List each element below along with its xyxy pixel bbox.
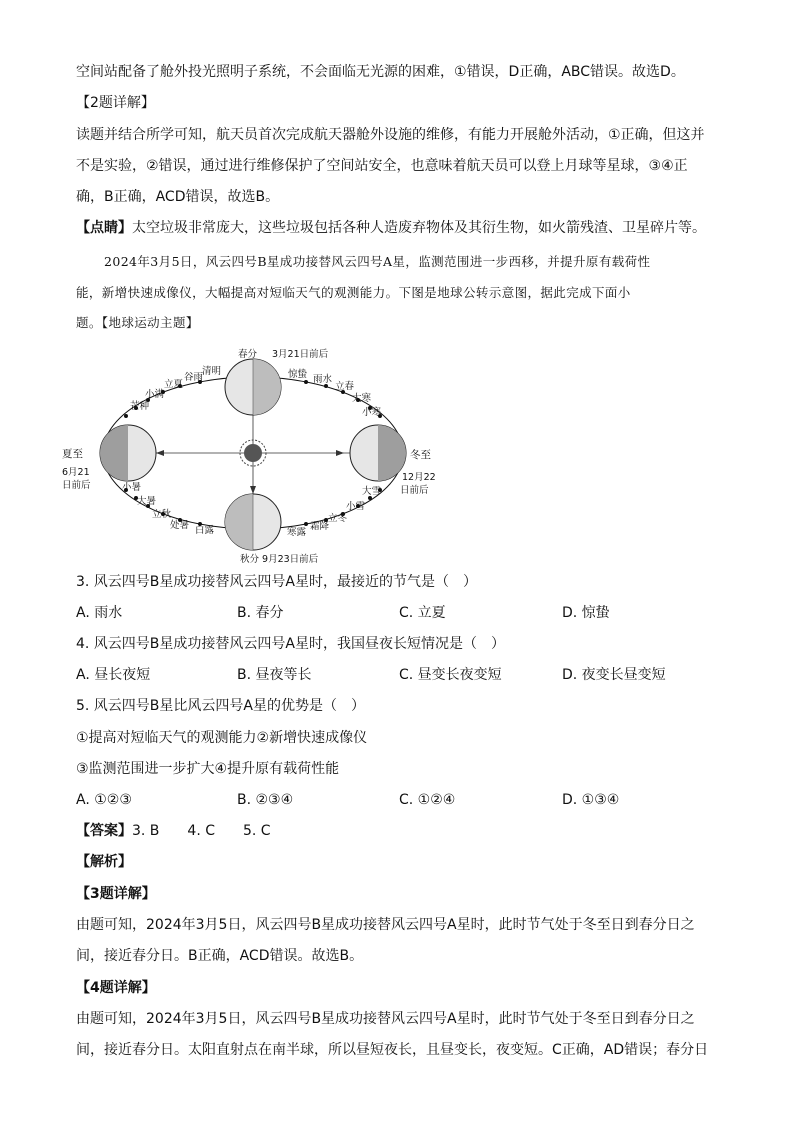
answer-text: 3. B 4. C 5. C — [132, 823, 271, 839]
label-daxue: 大雪 — [362, 486, 382, 497]
answer-line — [76, 821, 271, 841]
q5-option-a[interactable]: A. ①②③ — [76, 792, 132, 808]
q3-option-c[interactable]: C. 立夏 — [399, 605, 446, 621]
label-spring-date: 3月21日前后 — [272, 349, 329, 360]
question-5-stem: 5. 风云四号B星比风云四号A星的优势是（ ） — [76, 698, 365, 714]
label-lidong: 立冬 — [328, 513, 348, 524]
text-line: 确，B正确，ACD错误，故选B。 — [76, 189, 280, 205]
analysis-heading: 【解析】 — [76, 854, 132, 870]
label-autumn: 秋分 9月23日前后 — [240, 554, 319, 565]
tip-text: 太空垃圾非常庞大，这些垃圾包括各种人造废弃物体及其衍生物，如火箭残渣、卫星碎片等。 — [132, 220, 706, 236]
label-spring: 春分 — [238, 349, 258, 360]
label-lixia: 立夏 — [164, 379, 184, 390]
text-line: 读题并结合所学可知，航天员首次完成航天器舱外设施的维修，有能力开展舱外活动，①正确，但这并 — [76, 127, 705, 143]
label-mangzhong: 芒种 — [130, 401, 150, 412]
q3-option-b[interactable]: B. 春分 — [237, 605, 284, 621]
detail-3-heading: 【3题详解】 — [76, 886, 156, 902]
answer-tag: 【答案】 — [76, 823, 132, 839]
label-dahan: 大寒 — [352, 393, 372, 404]
label-yushui: 雨水 — [313, 374, 333, 385]
label-winter: 冬至 — [410, 449, 431, 461]
label-jingzhe: 惊蛰 — [288, 369, 308, 380]
label-bailu: 白露 — [195, 525, 215, 536]
question-4-stem: 4. 风云四号B星成功接替风云四号A星时，我国昼夜长短情况是（ ） — [76, 636, 505, 652]
label-xiaoman: 小满 — [145, 389, 165, 400]
text-line: 由题可知，2024年3月5日，风云四号B星成功接替风云四号A星时，此时节气处于冬至日到春分日之 — [76, 1011, 695, 1027]
globe-autumn-icon — [225, 494, 281, 550]
globe-winter-icon — [350, 425, 406, 481]
text-line: 由题可知，2024年3月5日，风云四号B星成功接替风云四号A星时，此时节气处于冬至日到春分日之 — [76, 917, 695, 933]
globe-summer-icon — [100, 425, 156, 481]
question-5-statement-2: ③监测范围进一步扩大④提升原有载荷性能 — [76, 761, 340, 777]
label-dashu: 大暑 — [137, 496, 157, 507]
label-xiaoxue: 小雪 — [346, 501, 366, 512]
label-winter-date2: 日前后 — [400, 485, 429, 496]
q3-option-a[interactable]: A. 雨水 — [76, 605, 123, 621]
q5-option-d[interactable]: D. ①③④ — [562, 792, 620, 808]
passage-line: 2024年3月5日，风云四号B星成功接替风云四号A星，监测范围进一步西移，并提升原有载荷性 — [104, 254, 651, 269]
q4-option-a[interactable]: A. 昼长夜短 — [76, 667, 151, 683]
label-qingming: 清明 — [202, 366, 222, 377]
detail-4-heading: 【4题详解】 — [76, 980, 156, 996]
arrow-left — [156, 450, 164, 456]
q4-option-d[interactable]: D. 夜变长昼变短 — [562, 667, 666, 683]
arrow-right — [336, 450, 344, 456]
question-3-stem: 3. 风云四号B星成功接替风云四号A星时，最接近的节气是（ ） — [76, 574, 477, 590]
label-lichun: 立春 — [335, 381, 355, 392]
text-line: 间，接近春分日。B正确，ACD错误。故选B。 — [76, 948, 364, 964]
earth-revolution-diagram — [60, 340, 440, 566]
passage-line: 能，新增快速成像仪，大幅提高对短临天气的观测能力。下图是地球公转示意图，据此完成下面小 — [76, 285, 631, 300]
q4-option-c[interactable]: C. 昼变长夜变短 — [399, 667, 502, 683]
text-line: 间，接近春分日。太阳直射点在南半球，所以昼短夜长，且昼变长，夜变短。C正确，AD错误；春分日 — [76, 1042, 709, 1058]
arrow-down — [250, 486, 256, 494]
q5-option-b[interactable]: B. ②③④ — [237, 792, 294, 808]
question-5-statement-1: ①提高对短临天气的观测能力②新增快速成像仪 — [76, 730, 368, 746]
label-shuangjiang: 霜降 — [310, 521, 330, 532]
label-hanlu: 寒露 — [287, 527, 307, 538]
tip-line — [76, 218, 706, 238]
label-summer-date2: 日前后 — [62, 480, 91, 491]
passage-line: 题。【地球运动主题】 — [76, 315, 199, 330]
q5-option-c[interactable]: C. ①②④ — [399, 792, 456, 808]
label-chushu: 处暑 — [170, 520, 190, 531]
section-heading: 【2题详解】 — [76, 95, 155, 111]
label-liqiu: 立秋 — [152, 509, 172, 520]
label-winter-date1: 12月22 — [402, 472, 436, 483]
text-line: 不是实验，②错误，通过进行维修保护了空间站安全，也意味着航天员可以登上月球等星球，③④正 — [76, 158, 688, 174]
text-line: 空间站配备了舱外投光照明子系统，不会面临无光源的困难，①错误，D正确，ABC错误。故选D。 — [76, 64, 685, 80]
globe-spring-icon — [225, 359, 281, 415]
label-summer: 夏至 — [62, 448, 83, 460]
q4-option-b[interactable]: B. 昼夜等长 — [237, 667, 312, 683]
tip-tag: 【点睛】 — [76, 220, 132, 236]
label-guyu: 谷雨 — [184, 372, 204, 383]
label-xiaoshu: 小暑 — [122, 482, 142, 493]
q3-option-d[interactable]: D. 惊蛰 — [562, 605, 610, 621]
label-xiaohan: 小寒 — [362, 407, 382, 418]
label-summer-date1: 6月21 — [62, 467, 90, 478]
